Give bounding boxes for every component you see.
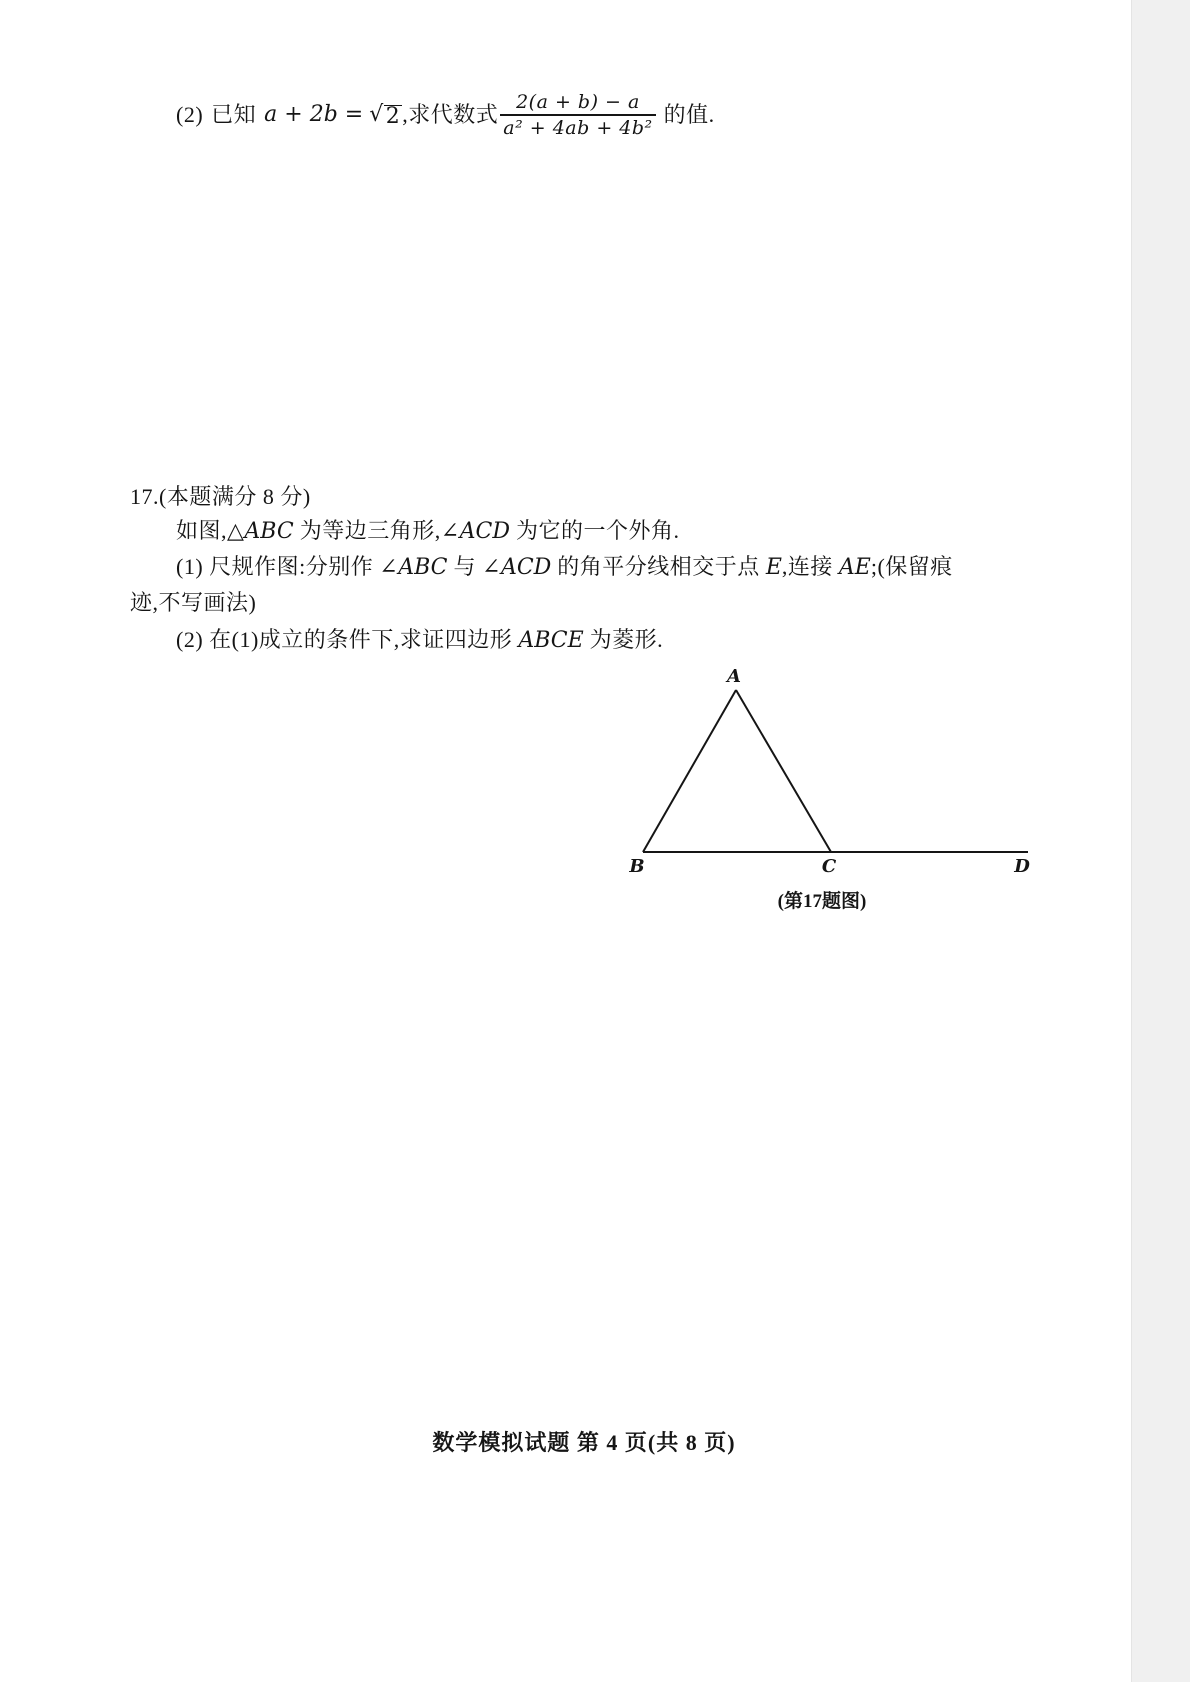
angle-name: ACD bbox=[459, 519, 511, 544]
fraction-numerator: 2(a + b) − a bbox=[516, 91, 640, 113]
question-17-intro bbox=[176, 516, 680, 547]
point-name: E bbox=[765, 555, 782, 580]
part2-text: (2) 在(1)成立的条件下,求证四边形 bbox=[176, 627, 519, 652]
algebraic-fraction bbox=[500, 90, 655, 140]
angle-name: ABC bbox=[398, 555, 448, 580]
figure-caption: (第17题图) bbox=[777, 891, 867, 912]
question-17-header: 17.(本题满分 8 分) bbox=[130, 484, 311, 509]
angle-name: ACD bbox=[500, 555, 552, 580]
part1-text: ;(保留痕 bbox=[870, 554, 953, 579]
part1-text: ,连接 bbox=[781, 554, 839, 579]
point-label-d: D bbox=[1014, 856, 1030, 877]
quadrilateral-name: ABCE bbox=[518, 628, 584, 653]
segment-name: AE bbox=[838, 555, 871, 580]
point-label-a: A bbox=[727, 666, 741, 687]
part1-text: (1) 尺规作图:分别作 ∠ bbox=[176, 554, 399, 579]
page-footer: 数学模拟试题 第 4 页(共 8 页) bbox=[432, 1430, 736, 1455]
tail-text: 的值. bbox=[663, 102, 715, 127]
intro-text: 如图,△ bbox=[176, 518, 245, 543]
question-17-part-1-line-1 bbox=[176, 552, 953, 583]
point-label-b: B bbox=[629, 856, 645, 877]
ask-text: ,求代数式 bbox=[402, 102, 499, 127]
known-text: 已知 bbox=[211, 102, 257, 127]
equation-lhs: a + 2b = bbox=[264, 102, 364, 127]
part2-text: 为菱形. bbox=[583, 627, 664, 652]
point-label-c: C bbox=[821, 856, 837, 877]
part-label: (2) bbox=[176, 102, 204, 127]
fraction-denominator: a² + 4ab + 4b² bbox=[503, 117, 653, 139]
question-17-part-1-line-2: 迹,不写画法) bbox=[130, 590, 257, 615]
sqrt-sign: √ bbox=[369, 102, 384, 127]
triangle-figure bbox=[600, 650, 1060, 920]
question-16-part-2 bbox=[176, 88, 715, 142]
segment-ac bbox=[736, 690, 831, 852]
part1-text: 的角平分线相交于点 bbox=[551, 554, 766, 579]
part1-text: 与 ∠ bbox=[447, 554, 501, 579]
segment-ab bbox=[643, 690, 736, 852]
scan-margin-strip bbox=[1131, 0, 1190, 1682]
intro-text: 为等边三角形,∠ bbox=[293, 518, 460, 543]
sqrt-radicand: 2 bbox=[385, 103, 401, 129]
triangle-name: ABC bbox=[244, 519, 294, 544]
question-17-part-2 bbox=[176, 625, 663, 656]
intro-text: 为它的一个外角. bbox=[510, 518, 680, 543]
